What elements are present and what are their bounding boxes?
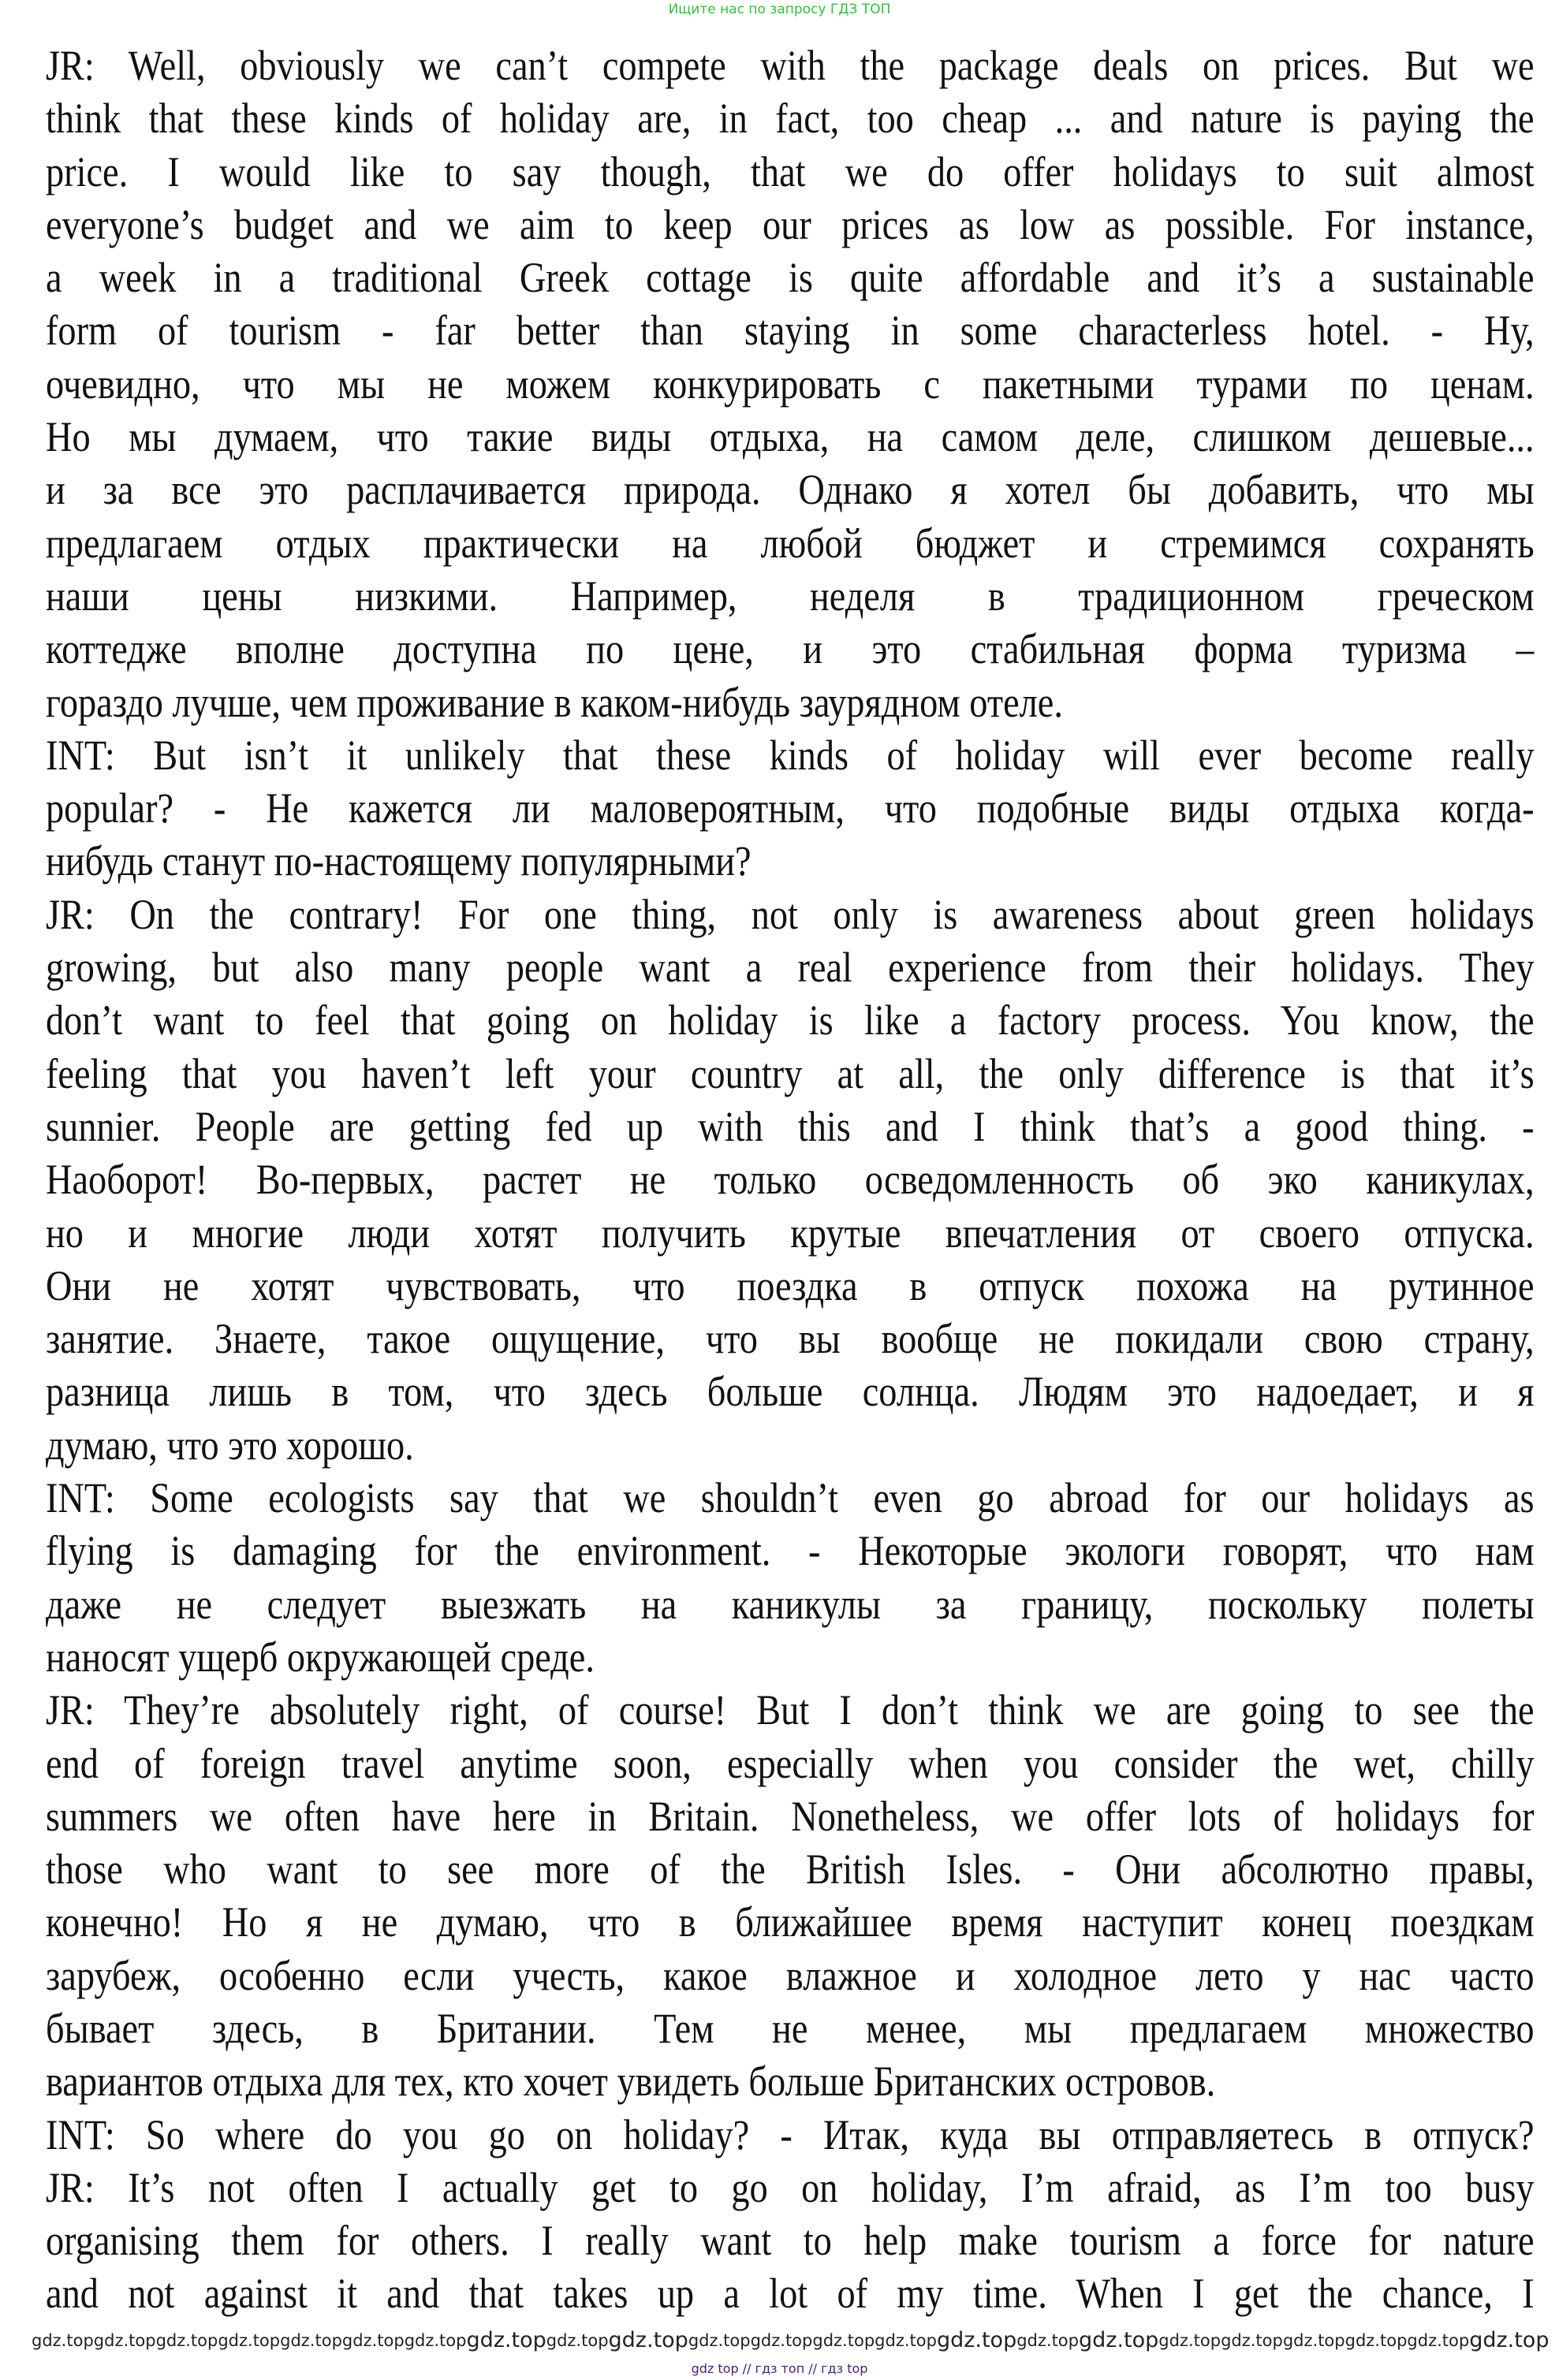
watermark: gdz.top (280, 2331, 342, 2350)
watermark: gdz.top (750, 2331, 813, 2350)
text-line: занятие. Знаете, такое ощущение, что вы вообще не покидали свою страну, (46, 1315, 1535, 1363)
text-line: Они не хотят чувствовать, что поездка в отпуск похожа на рутинное (46, 1261, 1535, 1309)
text-line: но и многие люди хотят получить крутые впечатления от своего отпуска. (46, 1209, 1535, 1257)
text-line: end of foreign travel anytime soon, especially when you consider the wet, chilly (46, 1739, 1535, 1787)
watermark: gdz.top (1345, 2331, 1408, 2350)
text-line: INT: But isn’t it unlikely that these kinds of holiday will ever become really (46, 731, 1535, 779)
text-line: Наоборот! Во-первых, растет не только осведомленность об эко каникулах, (46, 1156, 1535, 1204)
watermarks (32, 2326, 1550, 2356)
text-line: everyone’s budget and we aim to keep our prices as low as possible. For instance, (46, 200, 1535, 248)
document-body (46, 39, 1535, 2321)
watermark: gdz.top (155, 2331, 218, 2350)
text-line: бывает здесь, в Британии. Тем не менее, мы предлагаем множество (46, 2004, 1535, 2052)
text-line: коттедже вполне доступна по цене, и это стабильная форма туризма – (46, 625, 1535, 673)
text-line: feeling that you haven’t left your country at all, the only difference is that it’s (46, 1049, 1535, 1097)
text-line: разница лишь в том, что здесь больше солнца. Людям это надоедает, и я (46, 1368, 1535, 1416)
text-line: a week in a traditional Greek cottage is quite affordable and it’s a sustainable (46, 254, 1535, 302)
watermark: gdz.top (32, 2331, 94, 2350)
text-line: гораздо лучше, чем проживание в каком-нибудь заурядном отеле. (46, 678, 1063, 726)
text-line: don’t want to feel that going on holiday is like a factory process. You know, the (46, 996, 1535, 1045)
text-line: INT: So where do you go on holiday? - Итак, куда вы отправляетесь в отпуск? (46, 2110, 1535, 2158)
text-line: предлагаем отдых практически на любой бюджет и стремимся сохранять (46, 519, 1535, 567)
watermark: gdz.top (341, 2331, 405, 2350)
watermark: gdz.top (1469, 2328, 1550, 2352)
watermark: gdz.top (218, 2331, 281, 2350)
watermark: gdz.top (1079, 2328, 1159, 2352)
text-line: JR: Well, obviously we can’t compete with the package deals on prices. But we (46, 42, 1535, 89)
text-line: summers we often have here in Britain. Nonetheless, we offer lots of holidays for (46, 1792, 1535, 1840)
paragraph (46, 1472, 1535, 1684)
watermark: gdz.top (812, 2331, 875, 2350)
watermark: gdz.top (1407, 2331, 1470, 2350)
text-line: наши цены низкими. Например, неделя в традиционном греческом (46, 572, 1535, 620)
text-line: думаю, что это хорошо. (46, 1421, 414, 1469)
text-line: даже не следует выезжать на каникулы за границу, поскольку полеты (46, 1580, 1535, 1628)
text-line: конечно! Но я не думаю, что в ближайшее время наступит конец поездкам (46, 1898, 1535, 1946)
paragraph (46, 888, 1535, 1472)
footer-banner: gdz top // гдз топ // гдз top (691, 2361, 868, 2376)
paragraph (46, 2109, 1535, 2162)
text-line: Но мы думаем, что такие виды отдыха, на самом деле, слишком дешевые... (46, 413, 1535, 461)
text-line: очевидно, что мы не можем конкурировать с пакетными турами по ценам. (46, 359, 1535, 408)
paragraph (46, 729, 1535, 888)
text-line: наносят ущерб окружающей среде. (46, 1633, 595, 1681)
watermark: gdz.top (1282, 2331, 1345, 2350)
text-line: зарубеж, особенно если учесть, какое влажное и холодное лето у нас часто (46, 1951, 1535, 1999)
text-line: и за все это расплачивается природа. Однако я хотел бы добавить, что мы (46, 466, 1535, 514)
watermark: gdz.top (404, 2331, 467, 2350)
text-line: нибудь станут по-настоящему популярными? (46, 837, 752, 885)
text-line: and not against it and that takes up a lot of my time. When I get the chance, I (46, 2270, 1535, 2318)
text-line: think that these kinds of holiday are, in fact, too cheap ... and nature is paying the (46, 95, 1535, 143)
text-line: INT: Some ecologists say that we shouldn’t even go abroad for our holidays as (46, 1474, 1535, 1522)
watermark: gdz.top (1158, 2331, 1221, 2350)
text-line: JR: It’s not often I actually get to go on holiday, I’m afraid, as I’m too busy (46, 2163, 1535, 2211)
watermark: gdz.top (1221, 2331, 1283, 2350)
watermark: gdz.top (546, 2331, 609, 2350)
text-line: organising them for others. I really want to help make tourism a force for nature (46, 2217, 1535, 2265)
watermark: gdz.top (875, 2331, 937, 2350)
text-line: growing, but also many people want a real experience from their holidays. They (46, 944, 1535, 992)
text-line: JR: They’re absolutely right, of course! But I don’t think we are going to see the (46, 1686, 1535, 1734)
watermark: gdz.top (93, 2331, 156, 2350)
text-line: popular? - Не кажется ли маловероятным, что подобные виды отдыха когда- (46, 784, 1535, 832)
watermark: gdz.top (688, 2331, 751, 2350)
text-line: those who want to see more of the British Isles. - Они абсолютно правы, (46, 1846, 1535, 1894)
text-line: price. I would like to say though, that we do offer holidays to suit almost (46, 147, 1535, 196)
text-line: flying is damaging for the environment. - Некоторые экологи говорят, что нам (46, 1527, 1535, 1575)
text-line: form of tourism - far better than staying in some characterless hotel. - Ну, (46, 307, 1535, 355)
paragraph (46, 2162, 1535, 2321)
watermark: gdz.top (608, 2328, 688, 2352)
text-line: JR: On the contrary! For one thing, not only is awareness about green holidays (46, 890, 1535, 938)
text-line: вариантов отдыха для тех, кто хочет увидеть больше Британских островов. (46, 2058, 1216, 2106)
paragraph (46, 39, 1535, 729)
text-line: sunnier. People are getting fed up with this and I think that’s a good thing. - (46, 1102, 1535, 1150)
watermark: gdz.top (1016, 2331, 1079, 2350)
watermark: gdz.top (466, 2328, 546, 2352)
watermark: gdz.top (936, 2328, 1017, 2352)
paragraph (46, 1684, 1535, 2108)
header-banner: Ищите нас по запросу ГДЗ ТОП (668, 2, 891, 17)
